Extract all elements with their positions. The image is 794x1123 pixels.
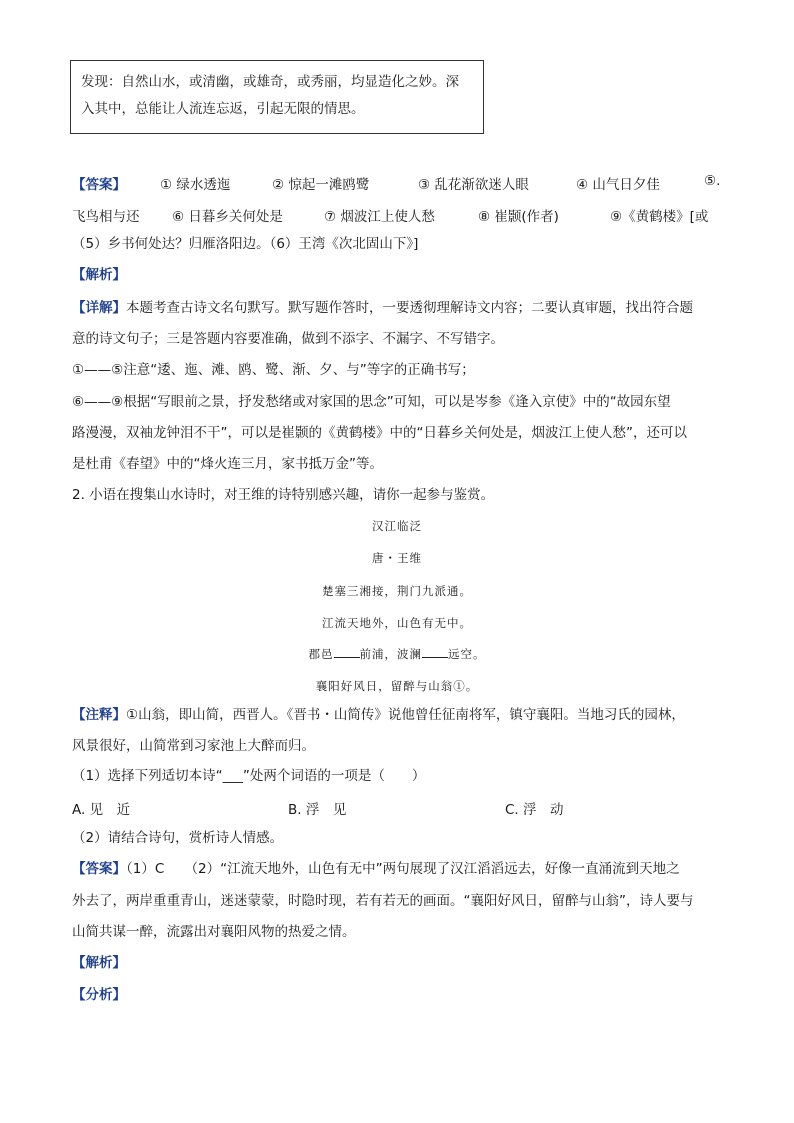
poem-title: 汉江临泛 xyxy=(372,519,422,533)
answer-line: 山简共谋一醉，流露出对襄阳风物的热爱之情。 xyxy=(72,924,356,940)
poem-blank xyxy=(422,647,448,658)
answer-line: 外去了，两岸重重青山，迷迷蒙蒙，时隐时现，若有若无的画面。“襄阳好风日，留醉与山翁”，诗人要与 xyxy=(72,893,694,909)
context-box xyxy=(70,60,484,134)
context-line: 发现：自然山水，或清幽，或雄奇，或秀丽，均显造化之妙。深 xyxy=(81,74,459,90)
answer-item: ⑨《黄鹤楼》[或 xyxy=(610,209,709,225)
option-c: C. 浮 动 xyxy=(505,802,564,818)
poem-line: 楚塞三湘接，荆门九派通。 xyxy=(322,584,472,598)
analysis-tag: 【解析】 xyxy=(72,267,126,283)
answer-item: ⑦ 烟波江上使人愁 xyxy=(324,209,435,225)
answer-item: ⑥ 日暮乡关何处是 xyxy=(172,209,283,225)
detail-line: 路漫漫，双袖龙钟泪不干”，可以是崔颢的《黄鹤楼》中的“日暮乡关何处是，烟波江上使人愁”，还可以 xyxy=(72,425,687,441)
answer-item: ① 绿水透迤 xyxy=(160,177,231,193)
answer-line: 【答案】（1）C （2）“江流天地外，山色有无中”两句展现了汉江滔滔远去，好像一直涌流到天地之 xyxy=(72,861,680,877)
poem-blank xyxy=(334,647,360,658)
answer-item: 飞鸟相与还 xyxy=(72,209,140,225)
answer-item: ④ 山气日夕佳 xyxy=(576,177,660,193)
poem-line: 江流天地外，山色有无中。 xyxy=(322,616,472,630)
sub-question: （1）选择下列适切本诗“___”处两个词语的一项是（ ） xyxy=(72,768,426,784)
note-line: 【注释】①山翁，即山简，西晋人。《晋书・山简传》说他曾任征南将军，镇守襄阳。当地习氏的园林， xyxy=(72,707,685,723)
answer-tag: 【答案】 xyxy=(72,177,126,193)
analysis-tag: 【分析】 xyxy=(72,987,126,1003)
poem-author: 唐・王维 xyxy=(372,551,422,565)
detail-line: ⑥——⑨根据“写眼前之景，抒发愁绪或对家国的思念”可知，可以是岑参《逢入京使》中的“故园东望 xyxy=(72,394,671,410)
note-line: 风景很好，山简常到习家池上大醉而归。 xyxy=(72,738,315,754)
context-line: 入其中，总能让人流连忘返，引起无限的情思。 xyxy=(81,101,365,117)
question-intro: 2. 小语在搜集山水诗时，对王维的诗特别感兴趣，请你一起参与鉴赏。 xyxy=(72,487,495,503)
analysis-tag: 【解析】 xyxy=(72,955,126,971)
sub-question: （2）请结合诗句，赏析诗人情感。 xyxy=(72,830,284,846)
poem-line: 襄阳好风日，留醉与山翁①。 xyxy=(315,679,479,693)
detail-line: 意的诗文句子；三是答题内容要准确，做到不添字、不漏字、不写错字。 xyxy=(72,331,504,347)
answer-item: ⑤. xyxy=(704,173,721,189)
option-b: B. 浮 见 xyxy=(288,802,347,818)
answer-item: ⑧ 崔颢(作者) xyxy=(478,209,559,225)
answer-item: ③ 乱花渐欲迷人眼 xyxy=(418,177,529,193)
answer-line: （5）乡书何处达？归雁洛阳边。（6）王湾《次北固山下》] xyxy=(72,236,419,252)
answer-item: ② 惊起一滩鸥鹭 xyxy=(272,177,370,193)
detail-line: 是杜甫《春望》中的“烽火连三月，家书抵万金”等。 xyxy=(72,456,383,472)
detail-line: 【详解】本题考查古诗文名句默写。默写题作答时，一要透彻理解诗文内容；二要认真审题，找出符合题 xyxy=(72,300,693,316)
poem-line: 郡邑 前浦，波澜 远空。 xyxy=(308,647,486,661)
option-a: A. 见 近 xyxy=(72,802,131,818)
detail-line: ①——⑤注意“逶、迤、滩、鸥、鹭、渐、夕、与”等字的正确书写； xyxy=(72,362,475,378)
